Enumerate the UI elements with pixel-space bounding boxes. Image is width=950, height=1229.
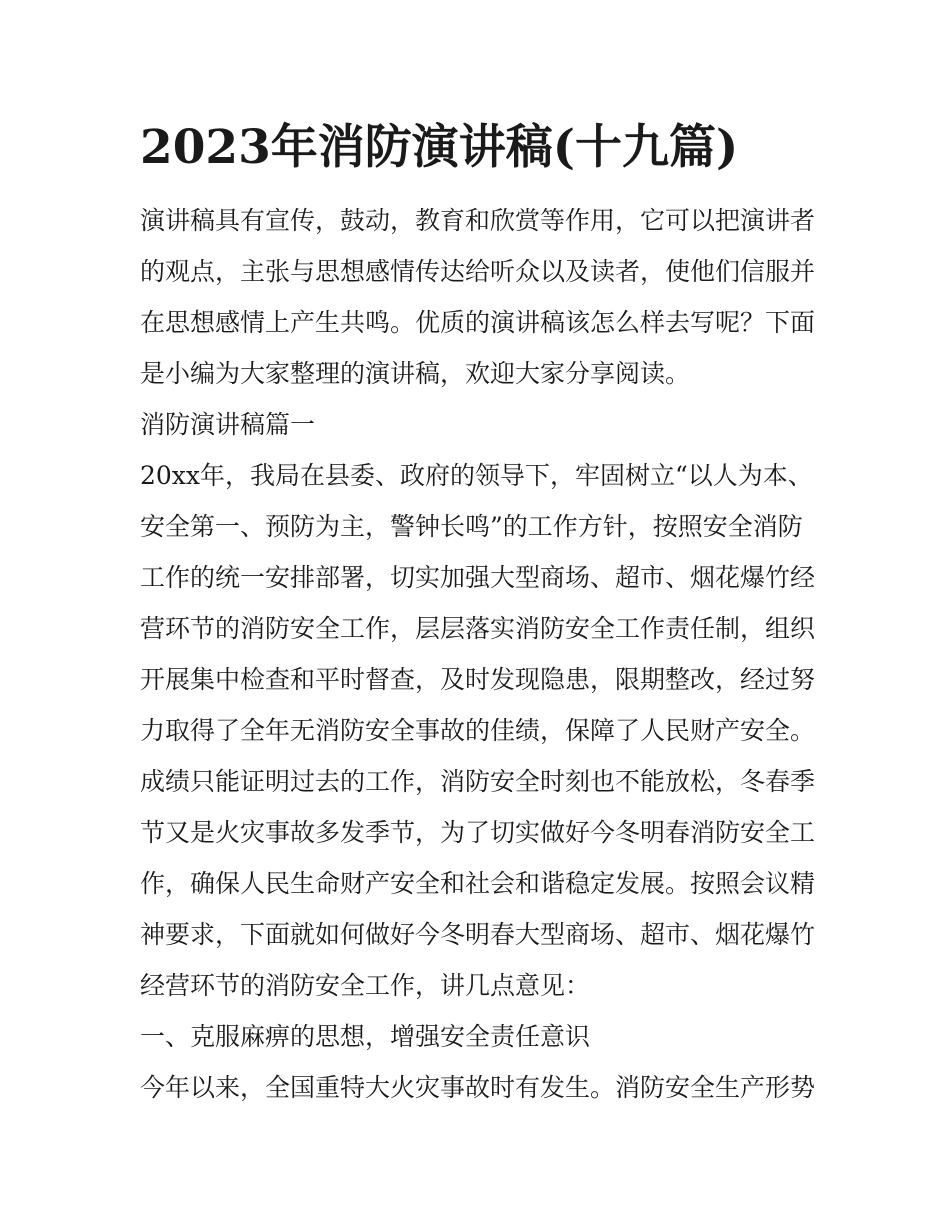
- body-line-2: 安全第一、预防为主，警钟长鸣”的工作方针，按照安全消防: [140, 512, 803, 541]
- intro-line-2: 的观点，主张与思想感情传达给听众以及读者，使他们信服并: [140, 257, 816, 286]
- subsection-heading: 一、克服麻痹的思想，增强安全责任意识: [140, 1022, 591, 1051]
- intro-line-4: 是小编为大家整理的演讲稿，欢迎大家分享阅读。: [140, 359, 691, 388]
- section-heading: 消防演讲稿篇一: [140, 410, 316, 439]
- body-line-3: 工作的统一安排部署，切实加强大型商场、超市、烟花爆竹经: [140, 563, 816, 592]
- intro-line-1: 演讲稿具有宣传，鼓动，教育和欣赏等作用，它可以把演讲者: [140, 206, 816, 235]
- body-line-8: 节又是火灾事故多发季节，为了切实做好今冬明春消防安全工: [140, 818, 816, 847]
- body-line-10: 神要求，下面就如何做好今冬明春大型商场、超市、烟花爆竹: [140, 920, 816, 949]
- intro-line-3: 在思想感情上产生共鸣。优质的演讲稿该怎么样去写呢？下面: [140, 308, 816, 337]
- body-line-5: 开展集中检查和平时督查，及时发现隐患，限期整改，经过努: [140, 665, 816, 694]
- body-line-4: 营环节的消防安全工作，层层落实消防安全工作责任制，组织: [140, 614, 816, 643]
- body-line-7: 成绩只能证明过去的工作，消防安全时刻也不能放松，冬春季: [140, 767, 816, 796]
- document-title: 2023年消防演讲稿(十九篇): [140, 120, 739, 175]
- body-line-1: 20xx年，我局在县委、政府的领导下，牢固树立“以人为本、: [140, 461, 813, 490]
- body-line-9: 作，确保人民生命财产安全和社会和谐稳定发展。按照会议精: [140, 869, 816, 898]
- body-line-6: 力取得了全年无消防安全事故的佳绩，保障了人民财产安全。: [140, 716, 816, 745]
- body-line-12: 今年以来，全国重特大火灾事故时有发生。消防安全生产形势: [140, 1073, 816, 1102]
- body-line-11: 经营环节的消防安全工作，讲几点意见：: [140, 971, 591, 1000]
